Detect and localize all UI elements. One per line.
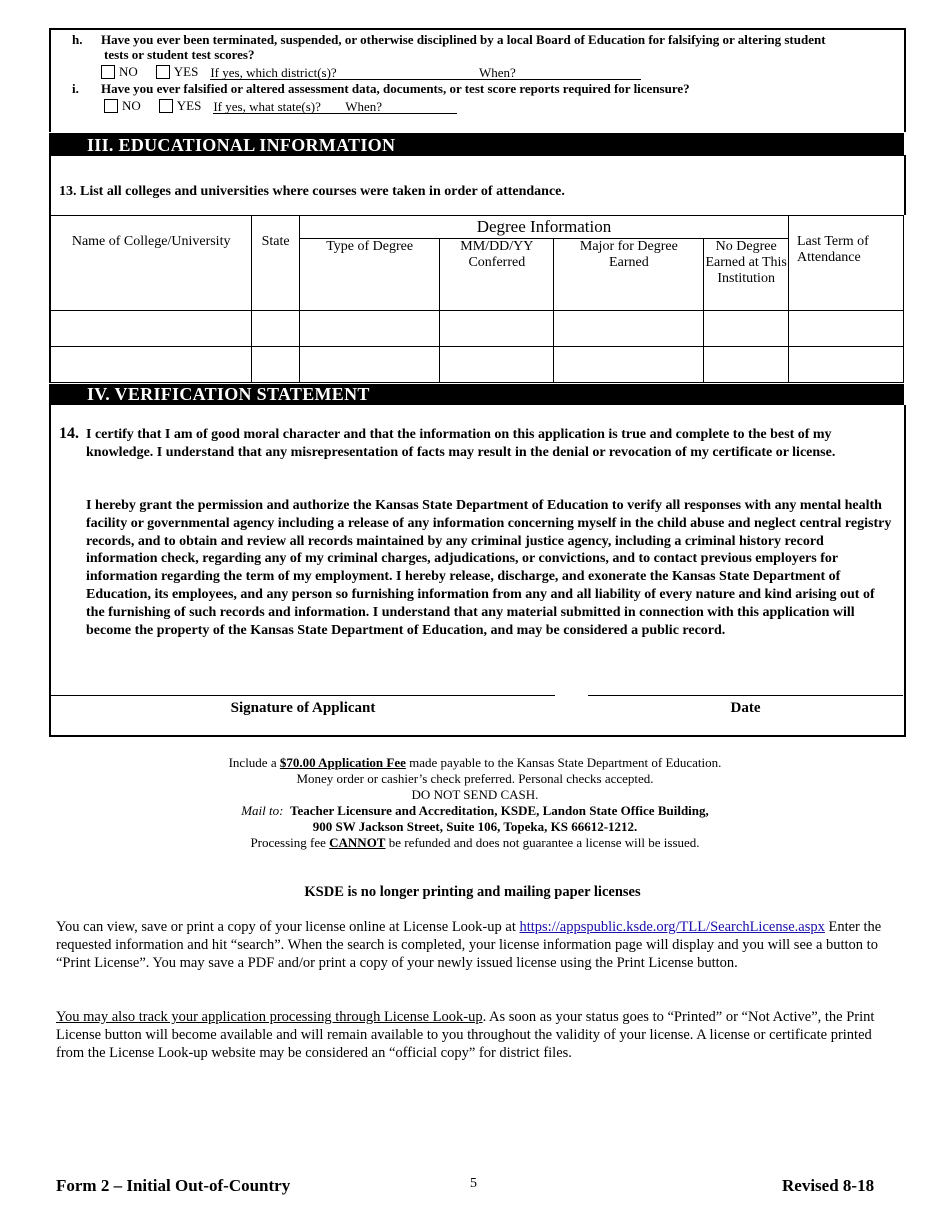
cell-input[interactable] (704, 347, 789, 383)
certification-statement: I certify that I am of good moral character and that the information on this application is true and complete to the best of my knowledge. I understand that any misrepresentation of facts may result in the denial or revocation of my certificate or license. (86, 427, 836, 460)
notice-p2-post: . As soon as your status goes to “Printed” or “Not Active”, the Print License button will become available and will remain available to you throughout the validity of your license. A license or certificate printed from the License Look-up website may be considered an “official copy” for district files. (56, 1009, 875, 1061)
cell-input[interactable] (788, 347, 903, 383)
cell-input[interactable] (299, 347, 439, 383)
question-i-answers (104, 98, 457, 114)
h-no-label: NO (119, 64, 138, 79)
h-district-field[interactable] (210, 65, 641, 80)
cell-input[interactable] (704, 311, 789, 347)
question-h-text-2: tests or student test scores? (104, 47, 255, 62)
fee-line-1-post: made payable to the Kansas State Department of Education. (405, 755, 722, 770)
h-when-label: When? (478, 64, 516, 80)
h-no-checkbox[interactable] (101, 65, 115, 79)
fee-info (0, 755, 950, 851)
table-row (50, 311, 904, 347)
date-line[interactable] (588, 695, 903, 696)
col-type-of-degree: Type of Degree (299, 239, 439, 311)
cell-input[interactable] (788, 311, 903, 347)
application-fee: $70.00 Application Fee (279, 755, 406, 770)
i-no-label: NO (122, 98, 141, 113)
fee-line-1 (0, 755, 950, 771)
notice-p1-post: Enter the requested information and hit “search”. When the search is completed, your license information page will display and you will see a button to “Print License”. You may save a PDF and/or print a copy of your newly issued license using the Print License button. (56, 919, 882, 971)
question-h-answers (101, 64, 641, 80)
i-if-yes-label: If yes, what state(s)? (213, 98, 321, 114)
i-state-field[interactable] (213, 99, 457, 114)
cell-input[interactable] (440, 311, 554, 347)
h-yes-label: YES (173, 64, 199, 79)
question-i-letter: i. (72, 81, 79, 96)
cannot-text: CANNOT (329, 835, 386, 850)
track-application-text: You may also track your application processing through License Look-up (56, 1009, 483, 1025)
date-label: Date (730, 700, 761, 716)
section-4-header: IV. VERIFICATION STATEMENT (49, 384, 904, 405)
question-h-text: Have you ever been terminated, suspended, or otherwise disciplined by a local Board of Education for falsifying or altering student (101, 32, 826, 47)
i-yes-checkbox[interactable] (159, 99, 173, 113)
col-major: Major for Degree Earned (554, 239, 704, 311)
authorization-statement: I hereby grant the permission and authorize the Kansas State Department of Education to verify all responses with any mental health facility or governmental agency including a release of any information concerning myself in the child abuse and neglect central registry records, and to obtain and review all records maintained by any criminal justice agency, including a criminal history record information check, regarding any of my criminal charges, adjudications, or convictions, and to contact previous employers for information regarding the term of my employment. I hereby release, discharge, and exonerate the Kansas State Department of Education, its employees, and any person so furnishing information from any and all liability of every nature and kind arising out of the furnishing of such records and information. I understand that any material submitted in connection with this application will become the property of the Kansas State Department of Education, and may be considered a public record. (86, 498, 892, 638)
fee-line-2: Money order or cashier’s check preferred. Personal checks accepted. (296, 771, 654, 786)
col-state: State (252, 216, 300, 311)
processing-post: be refunded and does not guarantee a license will be issued. (385, 835, 700, 850)
cell-input[interactable] (50, 347, 252, 383)
degree-information-header: Degree Information (299, 216, 788, 239)
mail-address-2: 900 SW Jackson Street, Suite 106, Topeka, KS 66612-1212. (312, 819, 638, 834)
notice-paragraph-1 (56, 919, 896, 972)
col-date-conferred: MM/DD/YY Conferred (440, 239, 554, 311)
col-no-degree: No Degree Earned at This Institution (704, 239, 789, 311)
cell-input[interactable] (252, 347, 300, 383)
h-if-yes-label: If yes, which district(s)? (210, 64, 337, 80)
cell-input[interactable] (554, 311, 704, 347)
notice-paragraph-2 (56, 1009, 896, 1062)
notice-p1-pre: You can view, save or print a copy of your license online at License Look-up at (56, 919, 520, 935)
colleges-table (49, 215, 904, 383)
cell-input[interactable] (252, 311, 300, 347)
notice-heading: KSDE is no longer printing and mailing paper licenses (304, 884, 641, 900)
processing-pre: Processing fee (250, 835, 330, 850)
fee-line-1-pre: Include a (228, 755, 280, 770)
question-13: 13. List all colleges and universities where courses were taken in order of attendance. (59, 184, 565, 199)
revised-date: Revised 8-18 (782, 1176, 875, 1195)
cell-input[interactable] (50, 311, 252, 347)
signature-label: Signature of Applicant (230, 700, 376, 716)
question-14-number: 14. (59, 425, 79, 442)
i-when-label: When? (345, 98, 382, 114)
col-last-term: Last Term of Attendance (788, 216, 903, 311)
col-college-name: Name of College/University (50, 216, 252, 311)
signature-line[interactable] (51, 695, 555, 696)
form-name: Form 2 – Initial Out-of-Country (56, 1176, 291, 1195)
question-h-letter: h. (72, 32, 83, 47)
question-i-text: Have you ever falsified or altered assessment data, documents, or test score reports required for licensure? (101, 81, 690, 96)
section-3-header: III. EDUCATIONAL INFORMATION (49, 133, 904, 156)
page-number: 5 (470, 1176, 477, 1191)
license-lookup-link[interactable]: https://appspublic.ksde.org/TLL/SearchLicense.aspx (519, 919, 825, 935)
i-yes-label: YES (176, 98, 202, 113)
fee-line-3: DO NOT SEND CASH. (411, 787, 539, 802)
mail-to-label: Mail to: (241, 803, 284, 818)
cell-input[interactable] (440, 347, 554, 383)
cell-input[interactable] (299, 311, 439, 347)
i-no-checkbox[interactable] (104, 99, 118, 113)
table-row (50, 347, 904, 383)
h-yes-checkbox[interactable] (156, 65, 170, 79)
mail-address-1: Teacher Licensure and Accreditation, KSDE, Landon State Office Building, (289, 803, 709, 818)
mail-to-line (0, 803, 950, 819)
cell-input[interactable] (554, 347, 704, 383)
processing-fee-line (0, 835, 950, 851)
